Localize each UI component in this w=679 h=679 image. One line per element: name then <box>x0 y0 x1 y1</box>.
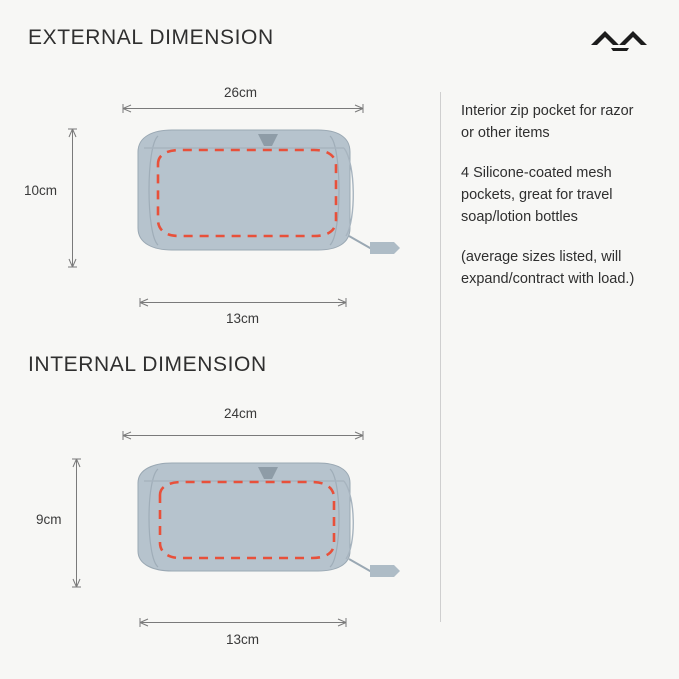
internal-width-arrow <box>122 427 364 436</box>
external-width-label: 26cm <box>224 85 258 100</box>
external-depth-label: 13cm <box>226 311 260 326</box>
peak-design-mountain-logo-icon <box>589 24 651 54</box>
internal-width-label: 24cm <box>224 406 258 421</box>
pouch-illustration-external <box>118 124 418 264</box>
notes-block <box>461 100 641 290</box>
external-depth-arrow <box>139 294 347 303</box>
external-height-arrow <box>68 128 77 268</box>
note-item: (average sizes listed, will expand/contract with load.) <box>461 249 635 287</box>
external-height-label: 10cm <box>24 183 58 198</box>
pouch-illustration-internal <box>118 455 418 585</box>
section-title-external: EXTERNAL DIMENSION <box>28 26 274 49</box>
section-title-internal: INTERNAL DIMENSION <box>28 353 267 376</box>
internal-depth-arrow <box>139 614 347 623</box>
internal-height-arrow <box>72 458 81 588</box>
external-width-arrow <box>122 100 364 109</box>
note-item: Interior zip pocket for razor or other items <box>461 103 634 141</box>
vertical-divider <box>440 92 441 622</box>
internal-height-label: 9cm <box>36 512 62 527</box>
note-item: 4 Silicone-coated mesh pockets, great for travel soap/lotion bottles <box>461 165 613 225</box>
internal-depth-label: 13cm <box>226 632 260 647</box>
